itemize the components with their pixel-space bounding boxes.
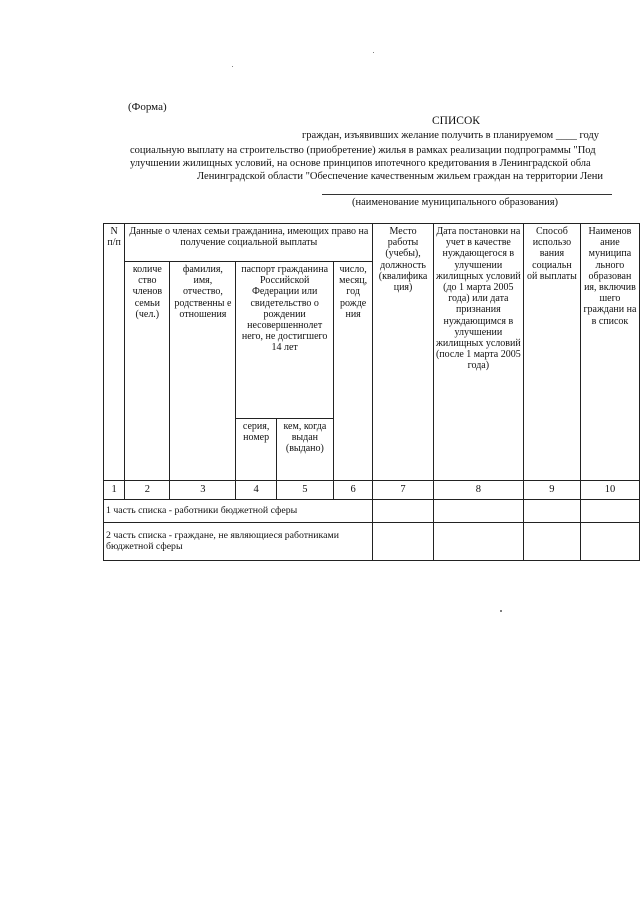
column-number: 7: [373, 481, 433, 500]
section-label: 2 часть списка - граждане, не являющиеся работниками бюджетной сферы: [104, 523, 373, 561]
column-numbers-row: [104, 481, 640, 500]
column-number: 4: [236, 481, 276, 500]
column-number: 6: [333, 481, 372, 500]
header-series-number: серия, номер: [236, 419, 276, 481]
header-member-count: количе ство членов семьи (чел.): [125, 262, 170, 481]
section-row: [104, 500, 640, 523]
column-number: 8: [433, 481, 523, 500]
empty-cell: [373, 523, 433, 561]
header-birthdate: число, месяц, год рожде ния: [333, 262, 372, 481]
column-number: 9: [523, 481, 580, 500]
municipality-underline: [322, 194, 612, 195]
scan-speck: [373, 52, 374, 53]
column-number: 3: [170, 481, 236, 500]
scan-speck: [232, 66, 233, 67]
header-family-group: Данные о членах семьи гражданина, имеющих право на получение социальной выплаты: [125, 224, 373, 262]
empty-cell: [433, 523, 523, 561]
empty-cell: [523, 500, 580, 523]
header-work: Место работы (учебы), должность (квалифика ция): [373, 224, 433, 481]
column-number: 10: [580, 481, 639, 500]
header-num: N п/п: [104, 224, 125, 481]
header-municipality: Наименов ание муниципа льного образован ия, включив шего граждани на в список: [580, 224, 639, 481]
document-title: СПИСОК: [432, 115, 480, 127]
form-label: (Форма): [128, 101, 167, 113]
column-number: 5: [276, 481, 333, 500]
header-registration-dates: Дата постановки на учет в качестве нуждающегося в улучшении жилищных условий (до 1 марта 2005 года) или дата признания нуждающимся в улучшении жилищных условий (после 1 марта 2005 года): [433, 224, 523, 481]
header-full-name: фамилия, имя, отчество, родственны е отношения: [170, 262, 236, 481]
heading-line-3: улучшении жилищных условий, на основе принципов ипотечного кредитования в Ленинградской обла: [130, 158, 591, 169]
column-number: 1: [104, 481, 125, 500]
empty-cell: [580, 500, 639, 523]
header-passport: паспорт гражданина Российской Федерации или свидетельство о рождении несовершеннолет него, не достигшего 14 лет: [236, 262, 333, 419]
column-number: 2: [125, 481, 170, 500]
heading-line-4: Ленинградской области "Обеспечение качественным жильем граждан на территории Лени: [197, 171, 604, 182]
header-issued-by: кем, когда выдан (выдано): [276, 419, 333, 481]
municipality-caption: (наименование муниципального образования): [352, 197, 559, 208]
scan-speck: [500, 610, 502, 612]
empty-cell: [373, 500, 433, 523]
heading-line-2: социальную выплату на строительство (приобретение) жилья в рамках реализации подпрограммы "Под: [130, 145, 596, 156]
empty-cell: [523, 523, 580, 561]
heading-line-1: граждан, изъявивших желание получить в планируемом ____ году: [302, 130, 600, 141]
section-label: 1 часть списка - работники бюджетной сферы: [104, 500, 373, 523]
applicants-table: [103, 223, 640, 561]
empty-cell: [433, 500, 523, 523]
empty-cell: [580, 523, 639, 561]
header-payment-method: Способ использо вания социальн ой выплаты: [523, 224, 580, 481]
section-row: [104, 523, 640, 561]
